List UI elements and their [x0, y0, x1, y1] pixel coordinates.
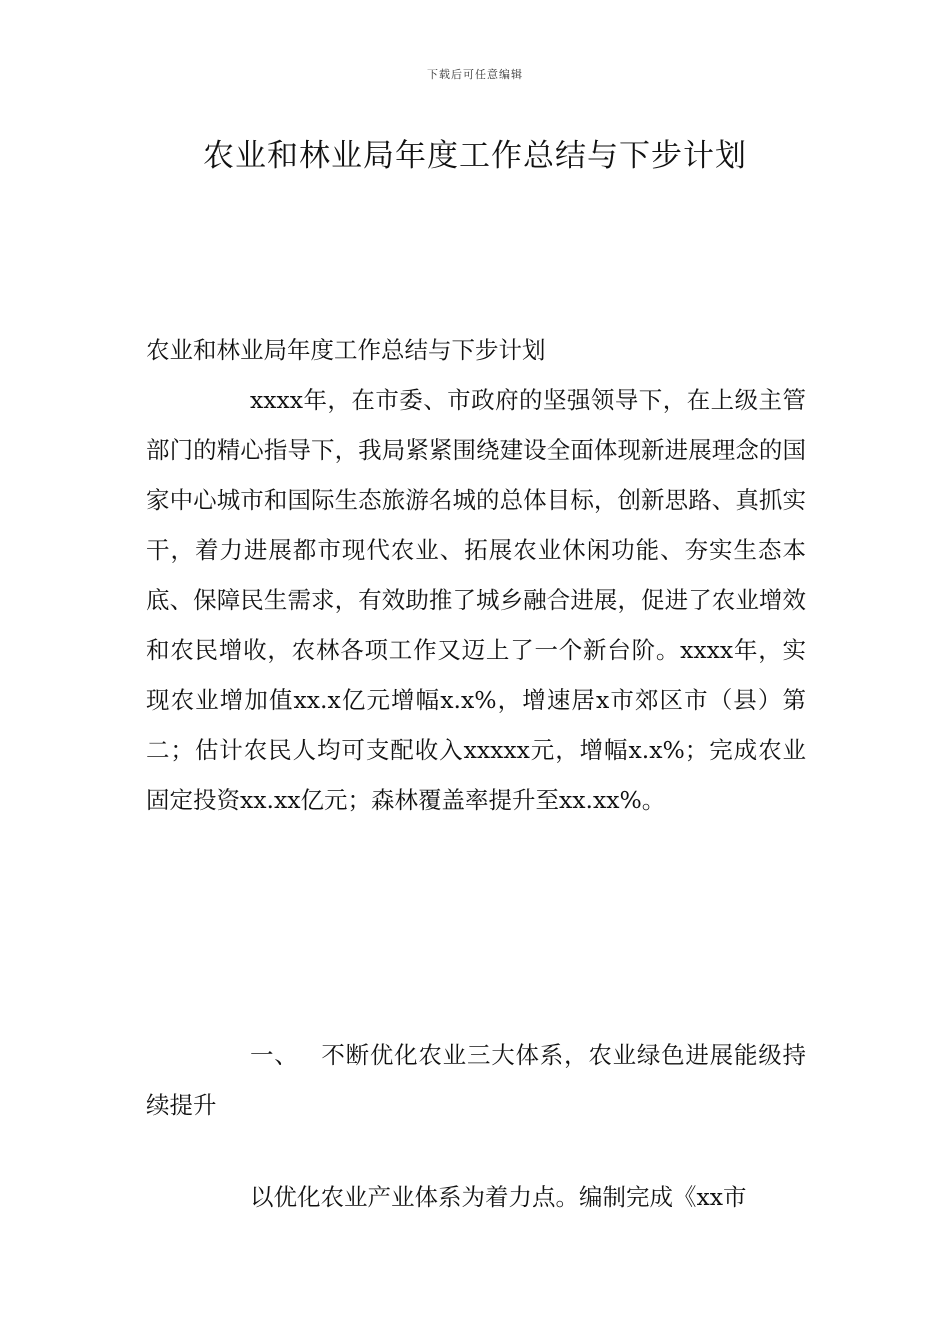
section-title: 不断优化农业三大体系，农业绿色进展能级持续提升	[146, 1041, 807, 1119]
section-number: 一、	[250, 1041, 299, 1069]
header-note: 下载后可任意编辑	[427, 68, 523, 81]
section-heading-1	[146, 1030, 806, 1130]
intro-paragraph: xxxx年，在市委、市政府的坚强领导下，在上级主管部门的精心指导下，我局紧紧围绕建设全面体现新进展理念的国家中心城市和国际生态旅游名城的总体目标，创新思路、真抓实干，着力进展都市现代农业、拓展农业休闲功能、夯实生态本底、保障民生需求，有效助推了城乡融合进展，促进了农业增效和农民增收，农林各项工作又迈上了一个新台阶。xxxx年，实现农业增加值xx.x亿元增幅x.x%，增速居x市郊区市（县）第二；估计农民人均可支配收入xxxxx元，增幅x.x%；完成农业固定投资xx.xx亿元；森林覆盖率提升至xx.xx%。	[146, 386, 806, 814]
section-1-paragraph: 以优化农业产业体系为着力点。编制完成《xx市	[250, 1183, 747, 1211]
page-title: 农业和林业局年度工作总结与下步计划	[203, 138, 747, 174]
document-subtitle: 农业和林业局年度工作总结与下步计划	[146, 336, 546, 364]
